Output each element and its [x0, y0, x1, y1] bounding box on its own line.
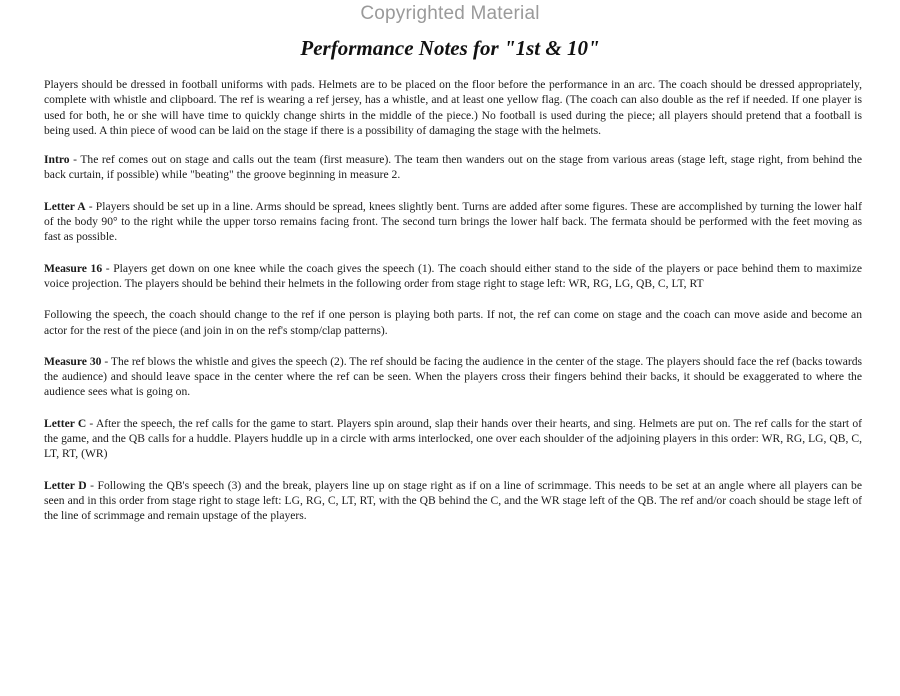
paragraph-measure-16	[44, 261, 862, 292]
paragraph-lead: Letter A	[44, 199, 86, 213]
paragraph-text: - After the speech, the ref calls for the game to start. Players spin around, slap their hands over their hearts, and sing. Helmets are put on. The ref calls for the start of the game, and the QB calls for a huddle. Players huddle up in a circle with arms interlocked, one over each shoulder of the adjoining players in this order: WR, RG, LG, QB, C, LT, RT, (WR)	[44, 416, 862, 461]
paragraph-lead: Measure 30	[44, 354, 102, 368]
paragraph-lead: Intro	[44, 153, 70, 167]
paragraph-lead: Letter C	[44, 416, 87, 430]
paragraph-text: - Players get down on one knee while the coach gives the speech (1). The coach should either stand to the side of the players or pace behind them to maximize voice projection. The players should be behind their helmets in the following order from stage right to stage left: WR, RG, LG, QB, C, LT, RT	[44, 261, 863, 290]
page-title: Performance Notes for "1st & 10"	[300, 36, 600, 60]
paragraph-text: Players should be dressed in football uniforms with pads. Helmets are to be placed on the floor before the performance in an arc. The coach should be dressed appropriately, complete with whistle and clipboard. The ref is wearing a ref jersey, has a whistle, and at least one yellow flag. (The coach can also double as the ref if needed. If one player is used for both, he or she will have time to quickly change shirts in the middle of the piece.) No football is used during the piece; all players should pretend that a football is being used. A thin piece of wood can be laid on the stage if there is a possibility of damaging the stage with the helmets.	[44, 78, 862, 137]
paragraph-text: - The ref comes out on stage and calls out the team (first measure). The team then wanders out on the stage from various areas (stage left, stage right, from behind the back curtain, if possible) while "beating" the groove beginning in measure 2.	[44, 153, 862, 182]
paragraph-text: - Following the QB's speech (3) and the break, players line up on stage right as if on a line of scrimmage. This needs to be set at an angle where all players can be seen and in this order from stage right to stage left: LG, RG, C, LT, RT, with the QB behind the C, and the WR stage left of the QB. The ref and/or coach should be stage left of the line of scrimmage and remain upstage of the players.	[44, 478, 862, 523]
paragraph-letter-d	[44, 478, 862, 524]
paragraph-letter-c	[44, 416, 862, 462]
paragraph-text: - Players should be set up in a line. Arms should be spread, knees slightly bent. Turns are added after some figures. These are accomplished by turning the lower half of the body 90° to the right while the upper torso remains facing front. The second turn brings the lower half back. The fermata should be performed with the feet moving as fast as possible.	[44, 199, 862, 244]
copyright-watermark: Copyrighted Material	[360, 3, 540, 24]
notes-body	[44, 77, 862, 540]
paragraph-letter-a	[44, 199, 862, 245]
paragraph-text: - The ref blows the whistle and gives the speech (2). The ref should be facing the audience in the center of the stage. The players should face the ref (backs towards the audience) and should leave space in the center where the ref can be seen. When the players cross their fingers behind their backs, it should be exaggerated to where the audience sees what is going on.	[44, 354, 863, 399]
paragraph-lead: Measure 16	[44, 261, 103, 275]
paragraph-costumes	[44, 77, 862, 138]
paragraph-text: Following the speech, the coach should change to the ref if one person is playing both parts. If not, the ref can come on stage and the coach can move aside and become an actor for the rest of the piece (and join in on the ref's stomp/clap patterns).	[44, 308, 862, 337]
paragraph-measure-30	[44, 354, 862, 400]
paragraph-lead: Letter D	[44, 478, 87, 492]
paragraph-following-speech	[44, 307, 862, 338]
paragraph-intro	[44, 152, 862, 183]
